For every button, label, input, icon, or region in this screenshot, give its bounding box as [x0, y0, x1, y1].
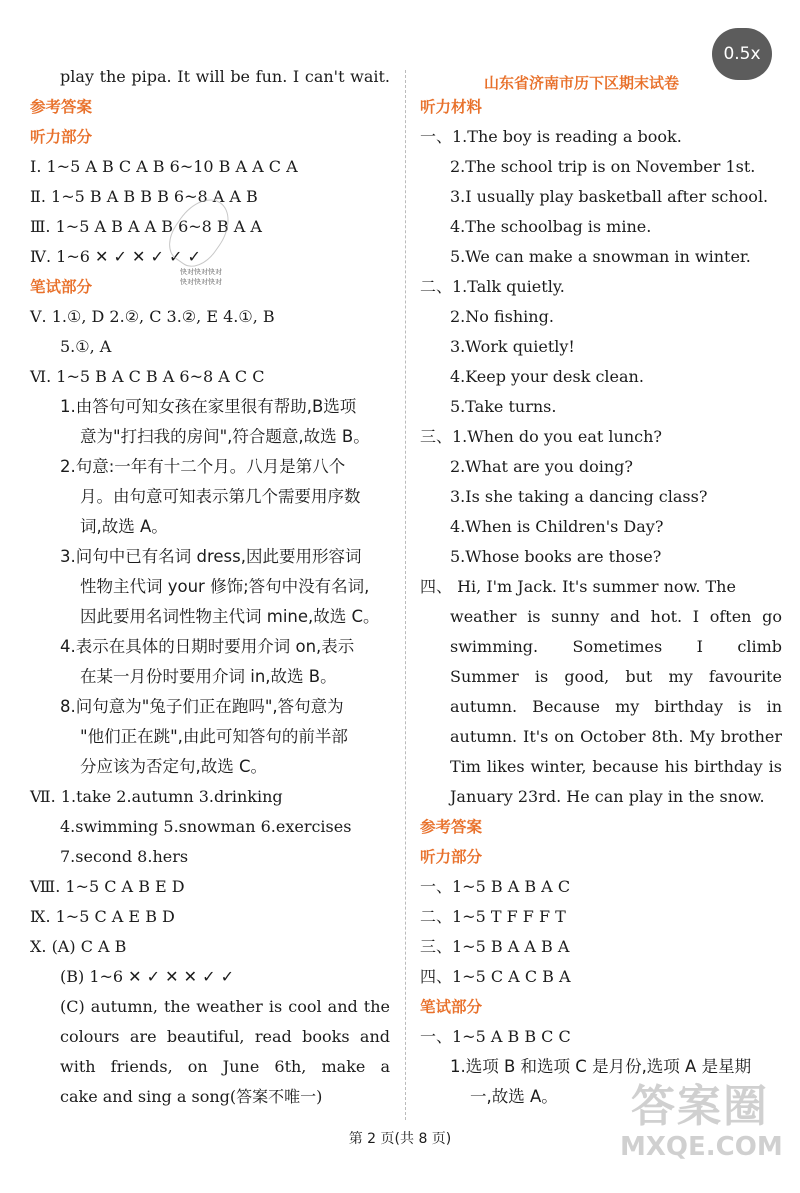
- passage-line: swimming. Sometimes I climb: [450, 637, 782, 656]
- rabbit-stamp-icon: [160, 189, 241, 276]
- explanation-line: 1.由答句可知女孩在家里很有帮助,B选项: [60, 397, 357, 416]
- script-line: 4.Keep your desk clean.: [450, 367, 644, 386]
- passage-line: weather is sunny and hot. I often go: [450, 607, 782, 626]
- answer-line: 5.①, A: [60, 337, 112, 356]
- answer-line: Ⅳ. 1~6 ✕ ✓ ✕ ✓ ✓ ✓: [30, 247, 201, 266]
- answer-line: Ⅱ. 1~5 B A B B B 6~8 A A B: [30, 187, 258, 206]
- answer-line: Ⅴ. 1.①, D 2.②, C 3.②, E 4.①, B: [30, 307, 275, 326]
- answer-line: Ⅲ. 1~5 A B A A B 6~8 B A A: [30, 217, 262, 236]
- answer-line: 四、1~5 C A C B A: [420, 967, 571, 986]
- explanation-line: 因此要用名词性物主代词 mine,故选 C。: [80, 607, 380, 626]
- script-line: 2.What are you doing?: [450, 457, 633, 476]
- answer-line: 一、1~5 A B B C C: [420, 1027, 571, 1046]
- section-heading: 听力部分: [420, 848, 483, 866]
- script-line: 3.Work quietly!: [450, 337, 575, 356]
- script-line: 4.When is Children's Day?: [450, 517, 664, 536]
- section-heading: 听力材料: [420, 98, 483, 116]
- passage-line: Summer is good, but my favourite: [450, 667, 782, 686]
- watermark-text: 答案圈: [631, 1081, 769, 1132]
- explanation-line: 分应该为否定句,故选 C。: [80, 757, 268, 776]
- stamp-text: 快对快对快对: [180, 278, 222, 286]
- section-heading: 参考答案: [420, 818, 483, 836]
- answer-line: Ⅰ. 1~5 A B C A B 6~10 B A A C A: [30, 157, 298, 176]
- script-line: 5.We can make a snowman in winter.: [450, 247, 751, 266]
- page-footer: 第 2 页(共 8 页): [348, 1131, 452, 1147]
- script-line: 2.No fishing.: [450, 307, 554, 326]
- script-line: 3.I usually play basketball after school.: [450, 187, 769, 206]
- explanation-line: 在某一月份时要用介词 in,故选 B。: [80, 667, 337, 686]
- passage-line: autumn. It's on October 8th. My brother: [450, 727, 782, 746]
- explanation-line: 1.选项 B 和选项 C 是月份,选项 A 是星期: [450, 1057, 752, 1076]
- stamp-logo: [168, 196, 232, 292]
- script-line: 3.Is she taking a dancing class?: [450, 487, 708, 506]
- answer-line: (C) autumn, the weather is cool and the: [60, 997, 390, 1016]
- passage-line: autumn. Because my birthday is in: [450, 697, 782, 716]
- answer-line: colours are beautiful, read books and: [60, 1027, 390, 1046]
- section-heading: 听力部分: [30, 128, 93, 146]
- spacer: [420, 62, 782, 92]
- script-line: 5.Take turns.: [450, 397, 557, 416]
- script-line: 5.Whose books are those?: [450, 547, 662, 566]
- explanation-line: 2.句意:一年有十二个月。八月是第八个: [60, 457, 346, 476]
- explanation-line: 性物主代词 your 修饰;答句中没有名词,: [80, 577, 370, 596]
- section-heading: 笔试部分: [420, 998, 483, 1016]
- explanation-line: 4.表示在具体的日期时要用介词 on,表示: [60, 637, 355, 656]
- text-line: play the pipa. It will be fun. I can't wait.: [60, 67, 390, 86]
- explanation-line: 意为"打扫我的房间",符合题意,故选 B。: [80, 427, 370, 446]
- answer-line: 一、1~5 B A B A C: [420, 877, 571, 896]
- exam-title: 山东省济南市历下区期末试卷: [484, 74, 680, 92]
- watermark-logo: [620, 1081, 783, 1162]
- stamp-text: 快对快对快对: [180, 268, 222, 276]
- script-line: 2.The school trip is on November 1st.: [450, 157, 756, 176]
- answer-line: Ⅵ. 1~5 B A C B A 6~8 A C C: [30, 367, 265, 386]
- answer-line: 4.swimming 5.snowman 6.exercises: [60, 817, 352, 836]
- script-line: 一、1.The boy is reading a book.: [420, 127, 682, 146]
- section-heading: 笔试部分: [30, 278, 93, 296]
- answer-line: Ⅹ. (A) C A B: [30, 937, 127, 956]
- answer-line: (B) 1~6 ✕ ✓ ✕ ✕ ✓ ✓: [60, 967, 235, 986]
- right-column: [420, 62, 782, 1112]
- watermark-url: MXQE.COM: [620, 1132, 783, 1162]
- column-divider: [405, 70, 406, 1120]
- answer-line: Ⅶ. 1.take 2.autumn 3.drinking: [30, 787, 283, 806]
- answer-line: cake and sing a song(答案不唯一): [60, 1087, 323, 1106]
- script-line: 二、1.Talk quietly.: [420, 277, 565, 296]
- passage-line: 四、 Hi, I'm Jack. It's summer now. The: [420, 577, 736, 596]
- answer-line: Ⅷ. 1~5 C A B E D: [30, 877, 185, 896]
- explanation-line: "他们正在跳",由此可知答句的前半部: [80, 727, 348, 746]
- answer-line: 7.second 8.hers: [60, 847, 189, 866]
- answer-line: 二、1~5 T F F F T: [420, 907, 566, 926]
- script-line: 三、1.When do you eat lunch?: [420, 427, 662, 446]
- answer-line: 三、1~5 B A A B A: [420, 937, 570, 956]
- passage-line: Tim likes winter, because his birthday is: [450, 757, 782, 776]
- explanation-line: 3.问句中已有名词 dress,因此要用形容词: [60, 547, 362, 566]
- passage-line: January 23rd. He can play in the snow.: [450, 787, 765, 806]
- answer-line: with friends, on June 6th, make a: [60, 1057, 390, 1076]
- script-line: 4.The schoolbag is mine.: [450, 217, 652, 236]
- explanation-line: 词,故选 A。: [80, 517, 168, 536]
- explanation-line: 一,故选 A。: [470, 1087, 558, 1106]
- playback-speed-badge[interactable]: 0.5x: [712, 28, 772, 80]
- explanation-line: 8.问句意为"兔子们正在跑吗",答句意为: [60, 697, 344, 716]
- section-heading: 参考答案: [30, 98, 93, 116]
- answer-line: Ⅸ. 1~5 C A E B D: [30, 907, 175, 926]
- explanation-line: 月。由句意可知表示第几个需要用序数: [80, 487, 361, 506]
